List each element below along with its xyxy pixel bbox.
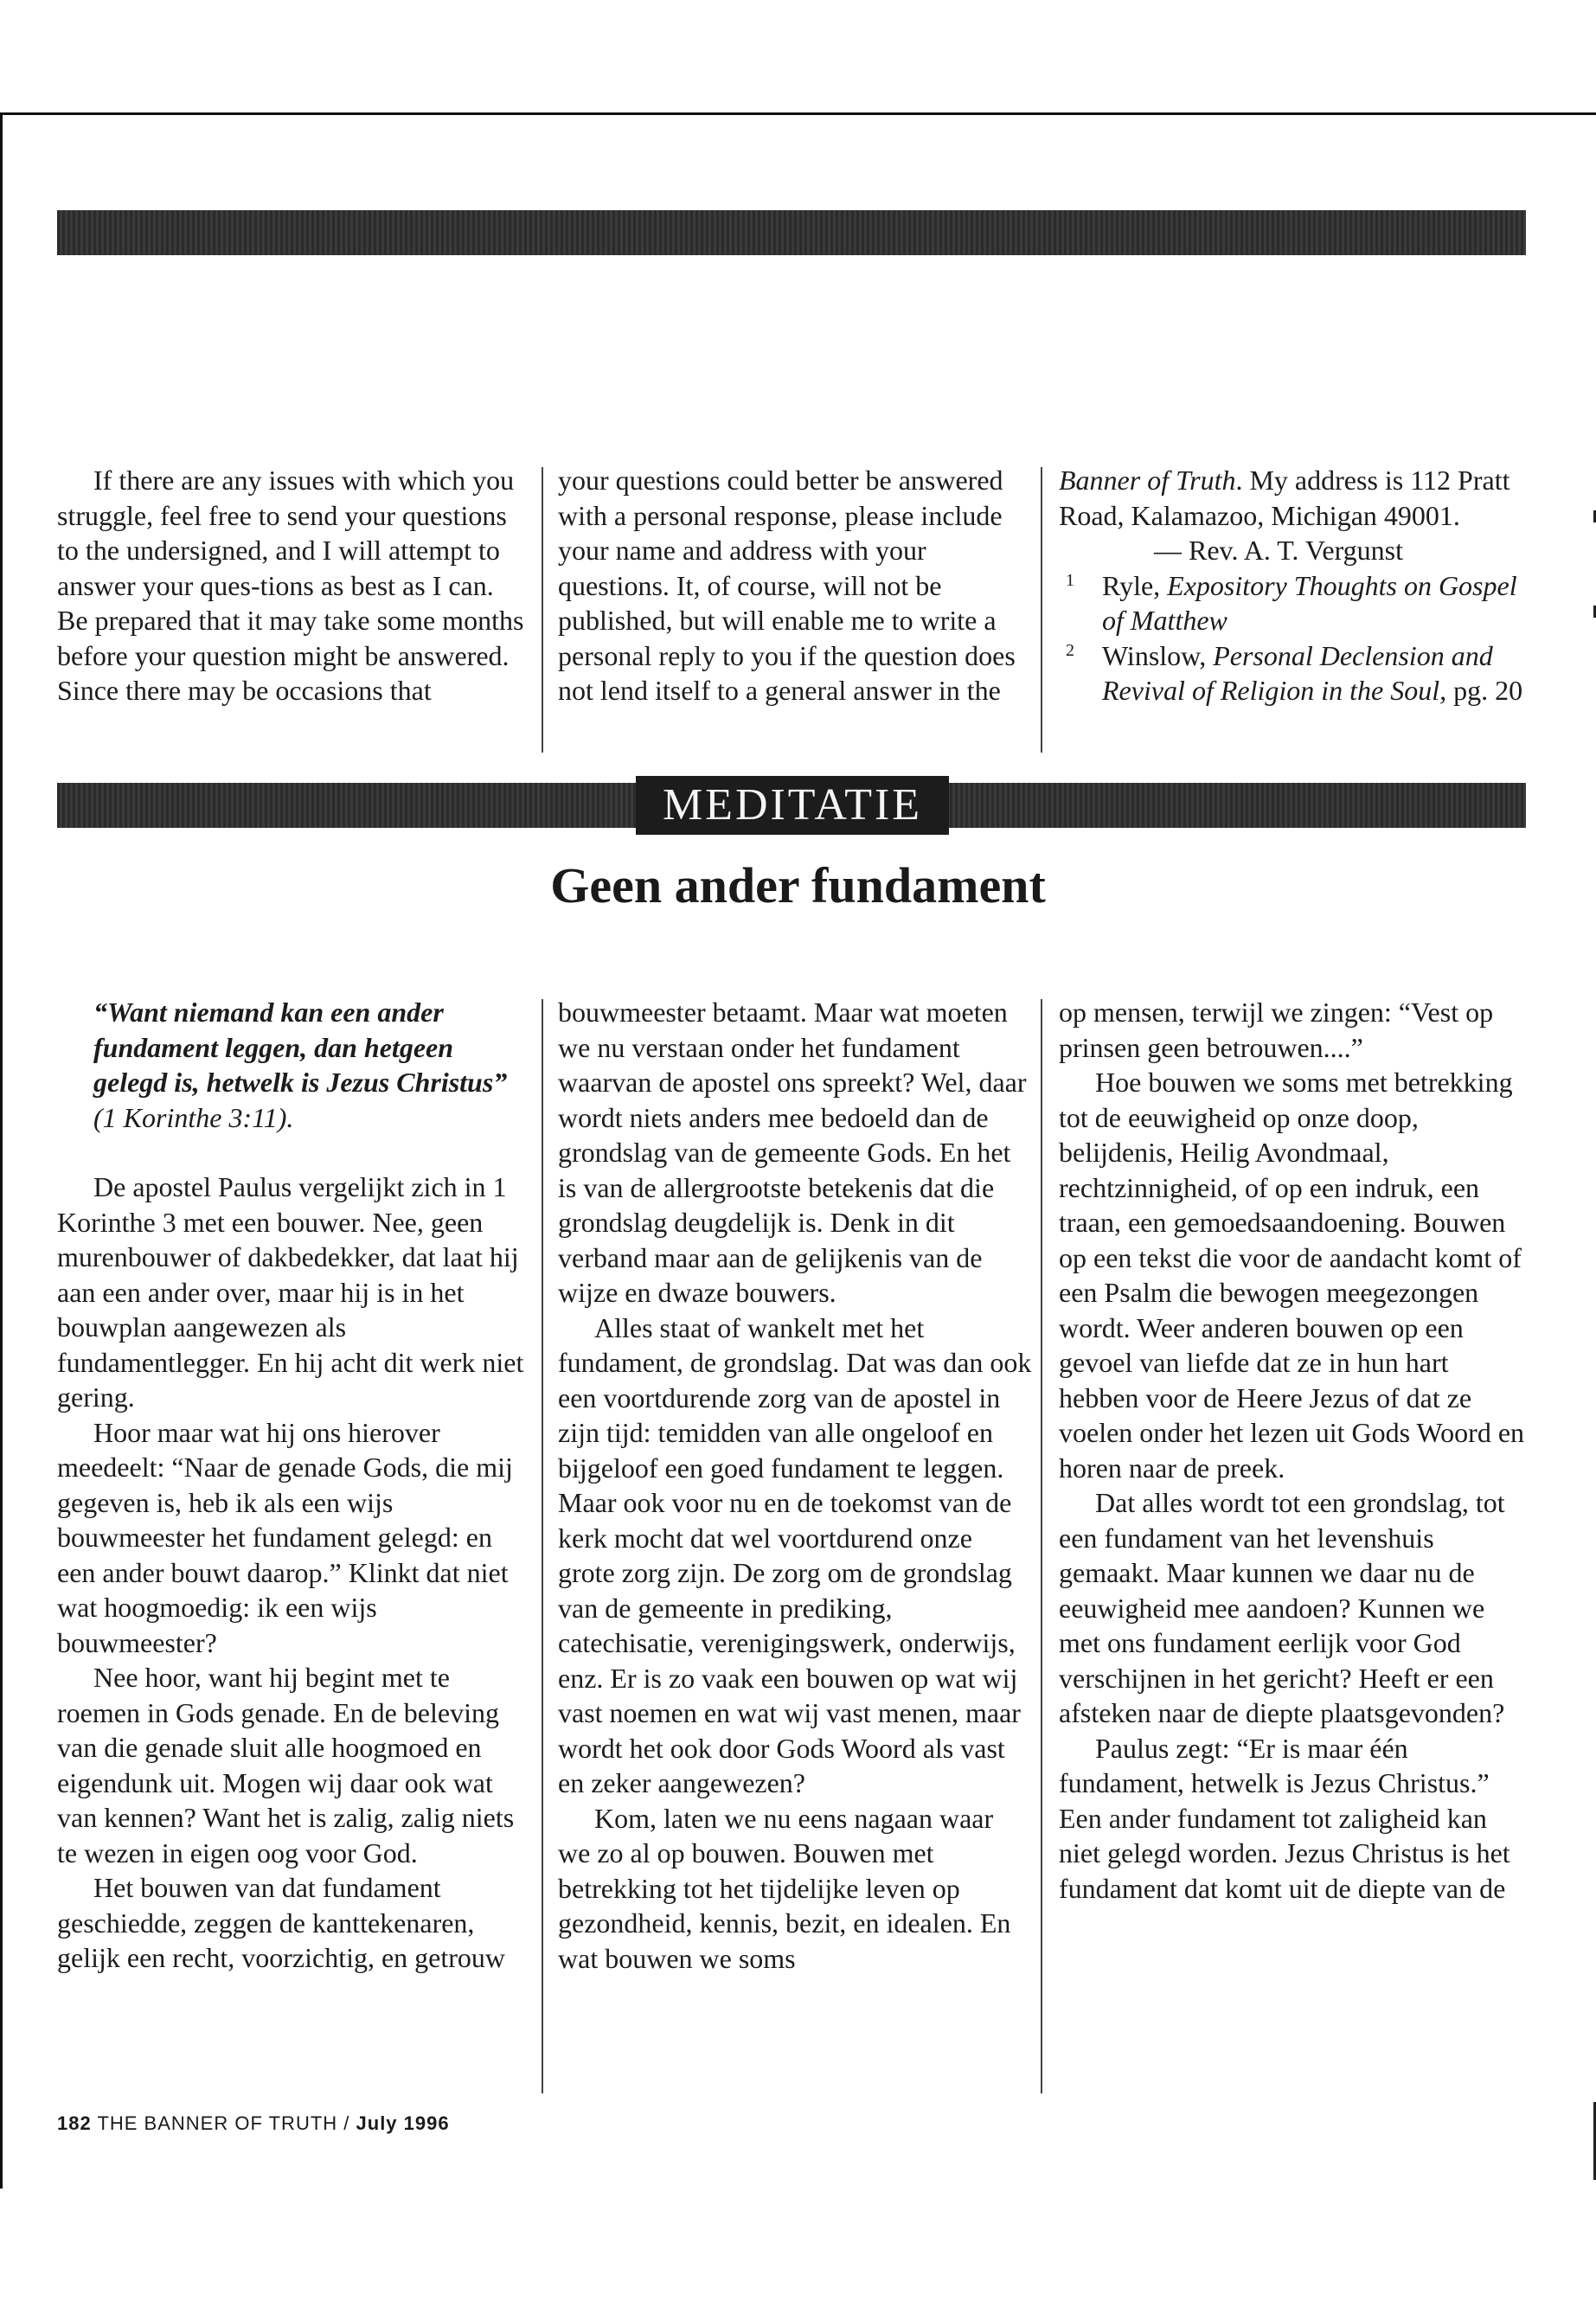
publication-name: THE BANNER OF TRUTH /: [97, 2112, 350, 2134]
article-column-2: [558, 995, 1032, 1976]
article-col2-paragraph: Alles staat of wankelt met het fundament, de grondslag. Dat was dan ook een voortdurende zorg van de apostel in zijn tijd: temidden van alle ongeloof en bijgeloof een goed fundament te leggen. Maar ook voor nu en de toekomst van de kerk mocht dat wel voortdurend onze grote zorg zijn. De zorg om de grondslag van de gemeente in prediking, catechisatie, verenigingswerk, onderwijs, enz. Er is zo vaak een bouwen op wat wij vast noemen en wat wij vast menen, maar wordt het ook door Gods Woord als vast en zeker aangewezen?: [558, 1311, 1032, 1798]
footnote-1-author: Ryle,: [1102, 569, 1168, 601]
section-label: MEDITATIE: [636, 776, 949, 835]
page-number: 182: [57, 2112, 92, 2134]
footnote-2-number: 2: [1066, 640, 1074, 660]
top-column-1: [57, 463, 524, 708]
article-title: Geen ander fundament: [550, 857, 1046, 913]
scripture-reference: [93, 1102, 293, 1133]
article-col1-paragraph: Het bouwen van dat fundament geschiedde, zeggen de kanttekenaren, gelijk een recht, voorzichtig, en getrouw: [57, 1872, 506, 1973]
column-divider: [1041, 467, 1042, 753]
article-col1-paragraph: De apostel Paulus vergelijkt zich in 1 Korinthe 3 met een bouwer. Nee, geen murenbouwer of dakbedekker, dat laat hij aan een ander over, maar hij is in het bouwplan aangewezen als fundamentlegger. En hij acht dit werk niet gering.: [57, 1171, 524, 1413]
article-col1-paragraph: Hoor maar wat hij ons hierover meedeelt: “Naar de genade Gods, die mij gegeven is, heb ik als een wijs bouwmeester het fundament gelegd: en een ander bouwt daarop.” Klinkt dat niet wat hoogmoedig: ik een wijs bouwmeester?: [57, 1416, 513, 1658]
footnote-2: [1059, 638, 1530, 708]
top-column-1-text: If there are any issues with which you struggle, feel free to send your questions to the undersigned, and I will attempt to answer your ques-tions as best as I can. Be prepared that it may take some months before your question might be answered. Since there may be occasions that: [57, 465, 524, 706]
footnote-2-author: Winslow,: [1102, 639, 1214, 671]
article-col3-paragraph: Hoe bouwen we soms met betrekking tot de eeuwigheid op onze doop, belijdenis, Heilig Avondmaal, rechtzinnigheid, of op een indruk, een traan, een gemoedsaandoening. Bouwen op een tekst die voor de aandacht komt of een Psalm die bewogen meegezongen wordt. Weer anderen bouwen op een gevoel van liefde dat ze in hun hart hebben voor de Heere Jezus of dat ze voelen onder het lezen uit Gods Woord en horen naar de preek.: [1059, 1067, 1525, 1484]
scripture-reference-text: (1 Korinthe 3:11).: [93, 1101, 294, 1133]
footnote-1-work: Expository Thoughts on Gospel of Matthew: [1102, 569, 1517, 636]
article-column-3: [1059, 995, 1533, 1906]
top-border-rule: [0, 112, 1596, 115]
banner-of-truth-title: Banner of Truth: [1059, 465, 1236, 496]
page-footer: [57, 2112, 450, 2135]
scripture-quote-text: “Want niemand kan een ander fundament leggen, dan hetgeen gelegd is, hetwelk is Jezus Christus”: [93, 997, 508, 1098]
top-column-3: [1059, 463, 1530, 708]
footnote-2-work: Personal Declension and Revival of Religion in the Soul,: [1102, 639, 1493, 706]
top-banner-bar: [57, 210, 1526, 255]
top-column-2: [558, 463, 1025, 708]
footnote-2-tail: pg. 20: [1446, 675, 1523, 706]
article-col1-paragraph: Nee hoor, want hij begint met te roemen in Gods genade. En de beleving van die genade sluit alle hoogmoed en eigendunk uit. Mogen wij daar ook wat van kennen? Want het is zalig, zalig niets te wezen in eigen oog voor God.: [57, 1662, 515, 1868]
article-column-1: [57, 995, 529, 1976]
article-col3-paragraph: Dat alles wordt tot een grondslag, tot een fundament van het levenshuis gemaakt. Maar kunnen we daar nu de eeuwigheid mee aandoen? Kunnen we met ons fundament eerlijk voor God verschijnen in het gericht? Heeft er een afsteken naar de diepte plaatsgevonden?: [1059, 1487, 1505, 1728]
column-divider: [542, 999, 543, 2093]
address-text: . My address is 112 Pratt Road, Kalamazoo, Michigan 49001.: [1059, 465, 1510, 531]
scripture-quote: [57, 995, 529, 1135]
footnote-1-number: 1: [1066, 570, 1074, 590]
signature: — Rev. A. T. Vergunst: [1154, 535, 1404, 566]
article-col3-paragraph: op mensen, terwijl we zingen: “Vest op prinsen geen betrouwen....”: [1059, 997, 1494, 1063]
column-divider: [542, 467, 543, 753]
article-col3-paragraph: Paulus zegt: “Er is maar één fundament, hetwelk is Jezus Christus.” Een ander fundament tot zaligheid kan niet gelegd worden. Jezus Christus is het fundament dat komt uit de diepte van de: [1059, 1732, 1510, 1904]
footnote-1: [1059, 568, 1530, 638]
article-col2-paragraph: bouwmeester betaamt. Maar wat moeten we nu verstaan onder het fundament waarvan de apostel ons spreekt? Wel, daar wordt niets anders mee bedoeld dan de grondslag van de gemeente Gods. En het is van de allergrootste betekenis dat die grondslag deugdelijk is. Denk in dit verband maar aan de gelijkenis van de wijze en dwaze bouwers.: [558, 997, 1027, 1308]
left-border-rule: [0, 112, 3, 2189]
issue-date: July 1996: [356, 2112, 450, 2134]
address-paragraph: [1059, 463, 1530, 533]
column-divider: [1041, 999, 1042, 2093]
article-col2-paragraph: Kom, laten we nu eens nagaan waar we zo al op bouwen. Bouwen met betrekking tot het tijdelijke leven op gezondheid, kennis, bezit, en idealen. En wat bouwen we soms: [558, 1802, 1011, 1974]
top-column-2-text: your questions could better be answered with a personal response, please include your name and address with your questions. It, of course, will not be published, but will enable me to write a personal reply to you if the question does not lend itself to a general answer in the: [558, 465, 1016, 706]
